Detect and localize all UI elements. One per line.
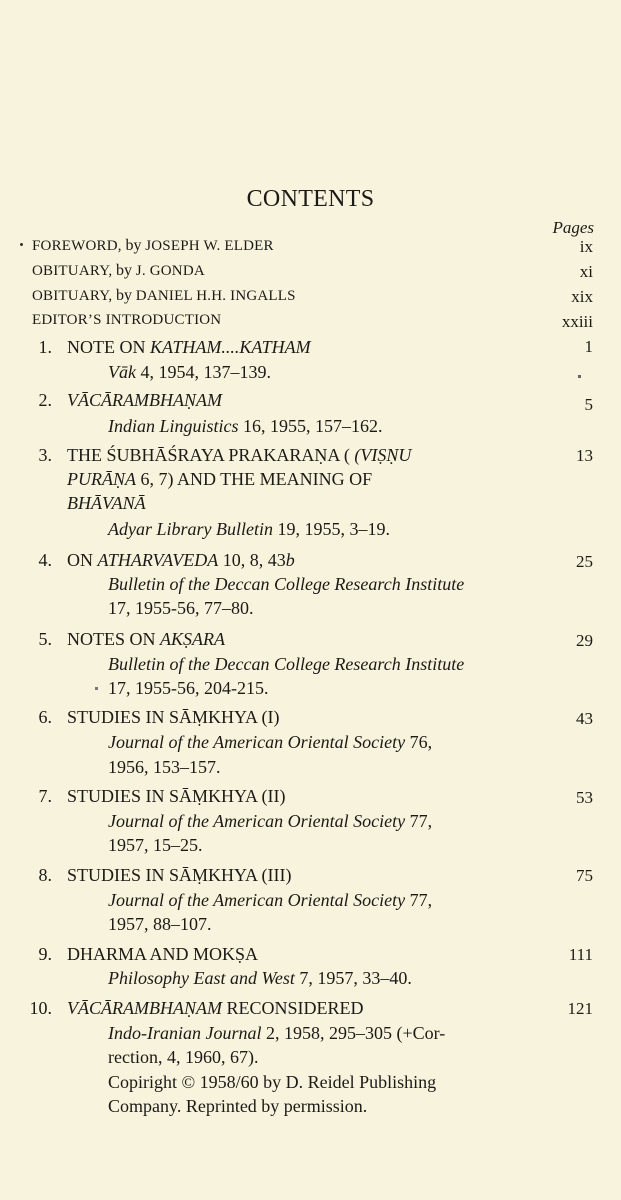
entry-number: 5. bbox=[38, 629, 52, 649]
entry-source-detail: 1957, 15–25. bbox=[108, 835, 203, 855]
entry-source-detail: rection, 4, 1960, 67). bbox=[108, 1047, 259, 1067]
entry-title: STUDIES IN SĀṂKHYA (I) bbox=[67, 707, 280, 727]
entry-source: Journal of the American Oriental Society 76, bbox=[108, 732, 433, 752]
page-number: 75 bbox=[576, 866, 593, 885]
entry-title: NOTES ON AKṢARA bbox=[67, 629, 225, 649]
entry-title: ON ATHARVAVEDA 10, 8, 43b bbox=[67, 550, 295, 570]
page-number: xix bbox=[571, 287, 593, 306]
pages-column-header: Pages bbox=[552, 218, 594, 237]
entry-number: 7. bbox=[38, 786, 52, 806]
entry-source: Bulletin of the Deccan College Research Institute bbox=[108, 574, 465, 594]
entry-source-detail: 1956, 153–157. bbox=[108, 757, 221, 777]
entry-source: Indian Linguistics 16, 1955, 157–162. bbox=[108, 416, 383, 436]
entry-title: DHARMA AND MOKṢA bbox=[67, 944, 259, 964]
page-number: 111 bbox=[568, 945, 593, 964]
stray-mark bbox=[578, 375, 581, 378]
page-number: xxiii bbox=[561, 312, 593, 331]
page-title: CONTENTS bbox=[246, 186, 375, 212]
page-number: xi bbox=[579, 262, 593, 281]
page-number: 5 bbox=[584, 395, 593, 414]
copyright-note: Company. Reprinted by permission. bbox=[108, 1096, 368, 1116]
entry-number: 2. bbox=[38, 390, 52, 410]
stray-mark bbox=[95, 687, 98, 690]
entry-number: 8. bbox=[38, 865, 52, 885]
entry-title-continued: PURĀṆA 6, 7) AND THE MEANING OF bbox=[67, 469, 373, 489]
page-number: ix bbox=[579, 237, 593, 256]
entry-title: THE ŚUBHĀŚRAYA PRAKARAṆA ( (VIṢṆU bbox=[67, 445, 412, 465]
entry-title: NOTE ON KATHAM....KATHAM bbox=[67, 337, 311, 357]
page-number: 13 bbox=[576, 446, 593, 465]
entry-number: 4. bbox=[38, 550, 52, 570]
entry-source: Journal of the American Oriental Society 77, bbox=[108, 890, 433, 910]
front-matter-item: FOREWORD, by JOSEPH W. ELDER ix bbox=[32, 237, 593, 256]
entry-source-detail: 17, 1955-56, 204-215. bbox=[108, 678, 269, 698]
entry-title-continued: BHĀVANĀ bbox=[67, 493, 146, 513]
entry-source: Philosophy East and West 7, 1957, 33–40. bbox=[108, 968, 412, 988]
stray-mark bbox=[20, 243, 23, 246]
entry-title: VĀCĀRAMBHAṆAM bbox=[67, 390, 222, 410]
entry-source-detail: 17, 1955-56, 77–80. bbox=[108, 598, 254, 618]
entry-number: 10. bbox=[29, 998, 52, 1018]
page-number: 29 bbox=[576, 631, 593, 650]
entry-title: VĀCĀRAMBHAṆAM RECONSIDERED bbox=[67, 998, 364, 1018]
entry-title: STUDIES IN SĀṂKHYA (III) bbox=[67, 865, 292, 885]
entry-source: Bulletin of the Deccan College Research Institute bbox=[108, 654, 465, 674]
entry-source: Vāk 4, 1954, 137–139. bbox=[108, 362, 271, 382]
page-number: 121 bbox=[567, 999, 593, 1018]
copyright-note: Copiright © 1958/60 by D. Reidel Publishing bbox=[108, 1072, 437, 1092]
front-matter-item: OBITUARY, by DANIEL H.H. INGALLS xix bbox=[32, 287, 593, 306]
entry-source: Indo-Iranian Journal 2, 1958, 295–305 (+Cor- bbox=[108, 1023, 446, 1043]
page-number: 1 bbox=[584, 337, 593, 356]
front-matter-item: EDITOR’S INTRODUCTION xxiii bbox=[32, 312, 593, 331]
entry-number: 6. bbox=[38, 707, 52, 727]
page-number: 53 bbox=[576, 788, 593, 807]
entry-title: STUDIES IN SĀṂKHYA (II) bbox=[67, 786, 286, 806]
page-number: 43 bbox=[576, 709, 593, 728]
entry-source-detail: 1957, 88–107. bbox=[108, 914, 212, 934]
entry-source: Journal of the American Oriental Society 77, bbox=[108, 811, 433, 831]
front-matter-item: OBITUARY, by J. GONDA xi bbox=[32, 262, 593, 281]
entry-number: 3. bbox=[38, 445, 52, 465]
entry-source: Adyar Library Bulletin 19, 1955, 3–19. bbox=[108, 519, 390, 539]
entry-number: 1. bbox=[38, 337, 52, 357]
page-number: 25 bbox=[576, 552, 593, 571]
entry-number: 9. bbox=[38, 944, 52, 964]
